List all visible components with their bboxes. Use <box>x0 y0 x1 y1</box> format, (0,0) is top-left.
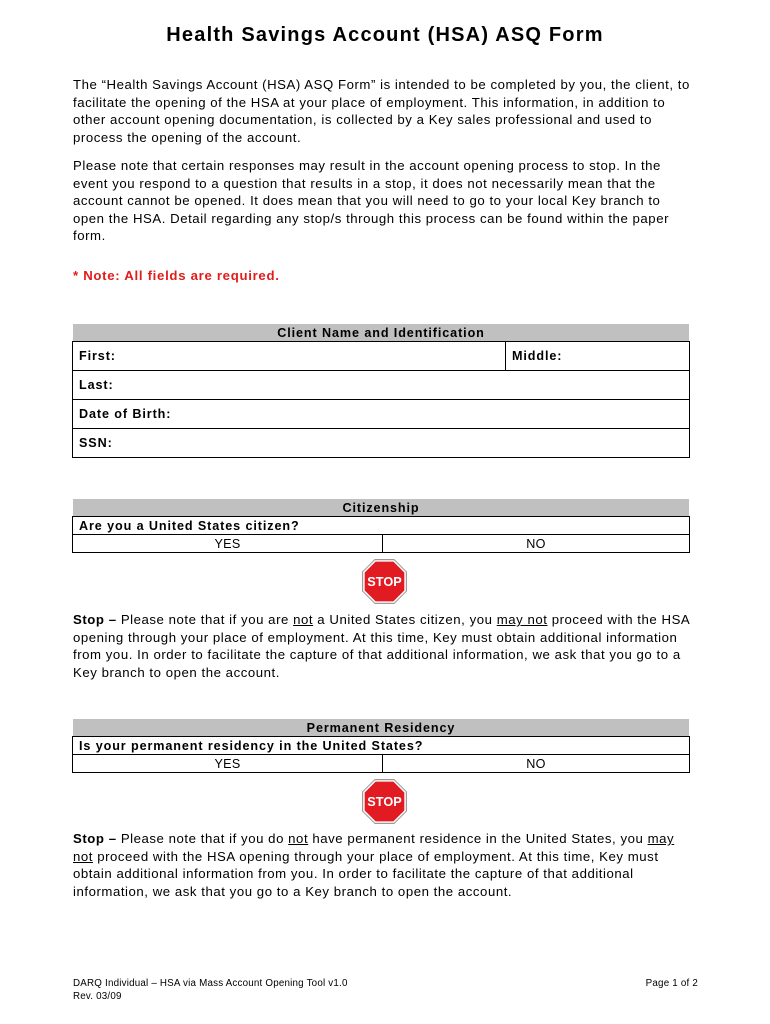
citizenship-question: Are you a United States citizen? <box>73 517 690 535</box>
first-name-field[interactable] <box>73 342 506 371</box>
residency-no-option[interactable]: NO <box>383 755 690 773</box>
client-identification-table <box>72 341 690 458</box>
stop-sign-text: STOP <box>367 573 402 589</box>
last-name-label: Last: <box>79 378 114 392</box>
stop-sign-icon <box>361 778 408 825</box>
citizenship-section-header: Citizenship <box>73 499 689 516</box>
residency-table <box>72 736 690 773</box>
footer-tool-version: DARQ Individual – HSA via Mass Account Opening Tool v1.0 <box>73 978 348 989</box>
client-section-header: Client Name and Identification <box>73 324 689 341</box>
first-name-label: First: <box>79 349 116 363</box>
residency-section-header: Permanent Residency <box>73 719 689 736</box>
ssn-label: SSN: <box>79 436 113 450</box>
residency-stop-text: Stop – Please note that if you do not have permanent residence in the United States, you may not proceed with the HSA opening through your place of employment. At this time, Key must obtain additional information from you. In order to facilitate the capture of that additional information, we ask that you go to a Key branch to open the account. <box>73 831 675 899</box>
page-title: Health Savings Account (HSA) ASQ Form <box>166 24 604 46</box>
intro-paragraph: The “Health Savings Account (HSA) ASQ Form” is intended to be completed by you, the client, to facilitate the opening of the HSA at your place of employment. This information, in addition to other account opening documentation, is collected by a Key sales professional and used to process the opening of the account. <box>73 77 690 145</box>
page-footer <box>73 977 698 1003</box>
citizenship-table <box>72 516 690 553</box>
middle-name-field[interactable] <box>506 342 690 371</box>
stop-sign-icon <box>361 558 408 605</box>
required-fields-note: * Note: All fields are required. <box>73 268 280 283</box>
residency-yes-option[interactable]: YES <box>73 755 383 773</box>
date-of-birth-field[interactable] <box>73 400 690 429</box>
stop-sign-text: STOP <box>367 793 402 809</box>
residency-question: Is your permanent residency in the United States? <box>73 737 690 755</box>
citizenship-yes-option[interactable]: YES <box>73 535 383 553</box>
stop-notice-paragraph: Please note that certain responses may result in the account opening process to stop. In the event you respond to a question that results in a stop, it does not necessarily mean that the account cannot be opened. It does mean that you will need to go to your local Key branch to open the HSA. Detail regarding any stop/s through this process can be found within the paper form. <box>73 158 670 243</box>
footer-revision: Rev. 03/09 <box>73 991 122 1002</box>
citizenship-stop-text: Stop – Please note that if you are not a United States citizen, you may not proceed with the HSA opening through your place of employment. At this time, Key must obtain additional information from you. In order to facilitate the capture of that additional information, we ask that you go to a Key branch to open the account. <box>73 612 690 680</box>
date-of-birth-label: Date of Birth: <box>79 407 172 421</box>
last-name-field[interactable] <box>73 371 690 400</box>
ssn-field[interactable] <box>73 429 690 458</box>
page-number: Page 1 of 2 <box>645 978 698 989</box>
citizenship-no-option[interactable]: NO <box>383 535 690 553</box>
middle-name-label: Middle: <box>512 349 563 363</box>
